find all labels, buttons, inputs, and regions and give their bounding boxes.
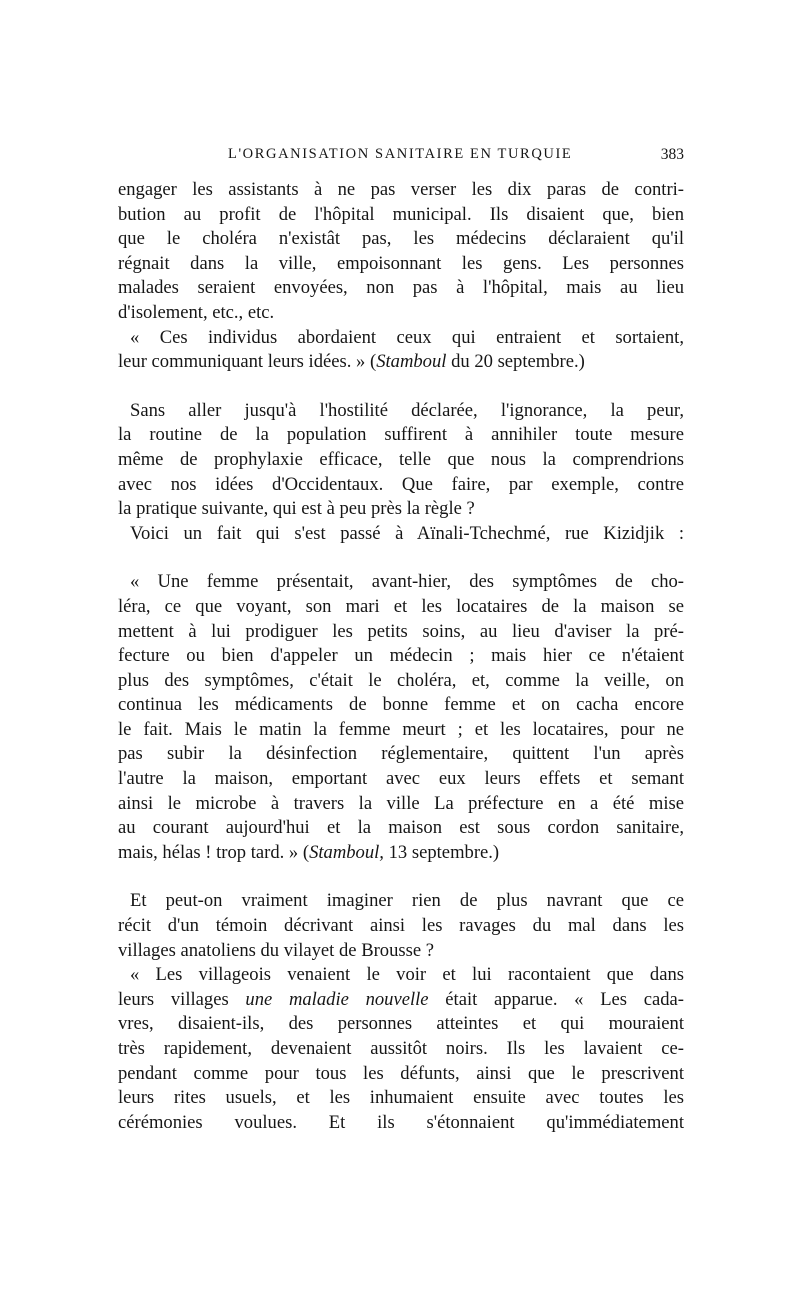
- citation-date: du 20 septembre.): [446, 351, 585, 373]
- text-line-citation: [118, 841, 684, 866]
- text-line: Et peut-on vraiment imaginer rien de plus navrant que ce: [130, 890, 684, 912]
- text-line: l'autre la maison, emportant avec eux leurs effets et semant: [118, 768, 684, 790]
- paragraph-gap: [118, 546, 684, 570]
- text-line: « Une femme présentait, avant-hier, des symptômes de cho-: [130, 571, 684, 593]
- text-line: d'isolement, etc., etc.: [118, 301, 275, 323]
- italic-phrase: une maladie nouvelle: [245, 988, 429, 1010]
- body-text: [118, 178, 684, 1135]
- text-line: engager les assistants à ne pas verser les dix paras de contri-: [118, 179, 684, 200]
- text-run: leurs villages: [118, 988, 246, 1010]
- citation-source: Stamboul: [376, 351, 447, 373]
- text-line: la pratique suivante, qui est à peu près la règle ?: [118, 498, 475, 520]
- page-number: 383: [660, 146, 684, 163]
- citation-date: 13 septembre.): [383, 841, 500, 863]
- text-line: « Ces individus abordaient ceux qui entraient et sortaient,: [130, 326, 684, 348]
- text-line: cérémonies voulues. Et ils s'étonnaient qu'immédiatement: [118, 1111, 684, 1133]
- text-line: Voici un fait qui s'est passé à Aïnali-Tchechmé, rue Kizidjik :: [130, 522, 684, 544]
- text-line: villages anatoliens du vilayet de Brousse ?: [118, 939, 435, 961]
- text-run: était apparue. « Les cada-: [428, 988, 684, 1010]
- text-line: continua les médicaments de bonne femme et on cacha encore: [118, 694, 684, 716]
- text-line: très rapidement, devenaient aussitôt noirs. Ils les lavaient ce-: [118, 1038, 684, 1059]
- text-line: pendant comme pour tous les défunts, ainsi que le prescrivent: [118, 1062, 684, 1084]
- text-line: la routine de la population suffirent à annihiler toute mesure: [118, 424, 684, 446]
- text-line: Sans aller jusqu'à l'hostilité déclarée, l'ignorance, la peur,: [130, 399, 684, 421]
- paragraph-gap: [118, 865, 684, 889]
- citation-text: mais, hélas ! trop tard. » (: [118, 841, 310, 863]
- text-line: régnait dans la ville, empoisonnant les gens. Les personnes: [118, 252, 684, 274]
- text-line: vres, disaient-ils, des personnes atteintes et qui mouraient: [118, 1013, 684, 1035]
- citation-source: Stamboul,: [309, 841, 384, 863]
- text-line-italic-phrase: [118, 988, 684, 1013]
- text-line: « Les villageois venaient le voir et lui racontaient que dans: [130, 964, 684, 986]
- text-line: même de prophylaxie efficace, telle que nous la comprendrions: [118, 448, 684, 470]
- text-line: plus des symptômes, c'était le choléra, et, comme la veille, on: [118, 669, 684, 691]
- citation-text: leur communiquant leurs idées. » (: [118, 351, 377, 373]
- paragraph-gap: [118, 375, 684, 399]
- text-line: avec nos idées d'Occidentaux. Que faire, par exemple, contre: [118, 473, 684, 495]
- text-line: bution au profit de l'hôpital municipal. Ils disaient que, bien: [118, 203, 684, 225]
- text-line: au courant aujourd'hui et la maison est sous cordon sanitaire,: [118, 817, 684, 839]
- text-line: ainsi le microbe à travers la ville La préfecture en a été mise: [118, 792, 684, 814]
- text-line: léra, ce que voyant, son mari et les locataires de la maison se: [118, 595, 684, 617]
- text-line-citation: [118, 350, 684, 375]
- text-line: récit d'un témoin décrivant ainsi les ravages du mal dans les: [118, 915, 684, 937]
- text-line: pas subir la désinfection réglementaire, quittent l'un après: [118, 743, 684, 765]
- text-line: fecture ou bien d'appeler un médecin ; mais hier ce n'étaient: [118, 645, 684, 667]
- text-line: que le choléra n'existât pas, les médecins déclaraient qu'il: [118, 228, 684, 250]
- running-title: L'ORGANISATION SANITAIRE EN TURQUIE: [228, 146, 573, 162]
- running-head: [118, 146, 684, 170]
- text-line: le fait. Mais le matin la femme meurt ; et les locataires, pour ne: [118, 718, 684, 740]
- text-line: malades seraient envoyées, non pas à l'hôpital, mais au lieu: [118, 277, 684, 299]
- text-line: leurs rites usuels, et les inhumaient ensuite avec toutes les: [118, 1087, 684, 1109]
- text-line: mettent à lui prodiguer les petits soins, au lieu d'aviser la pré-: [118, 620, 684, 642]
